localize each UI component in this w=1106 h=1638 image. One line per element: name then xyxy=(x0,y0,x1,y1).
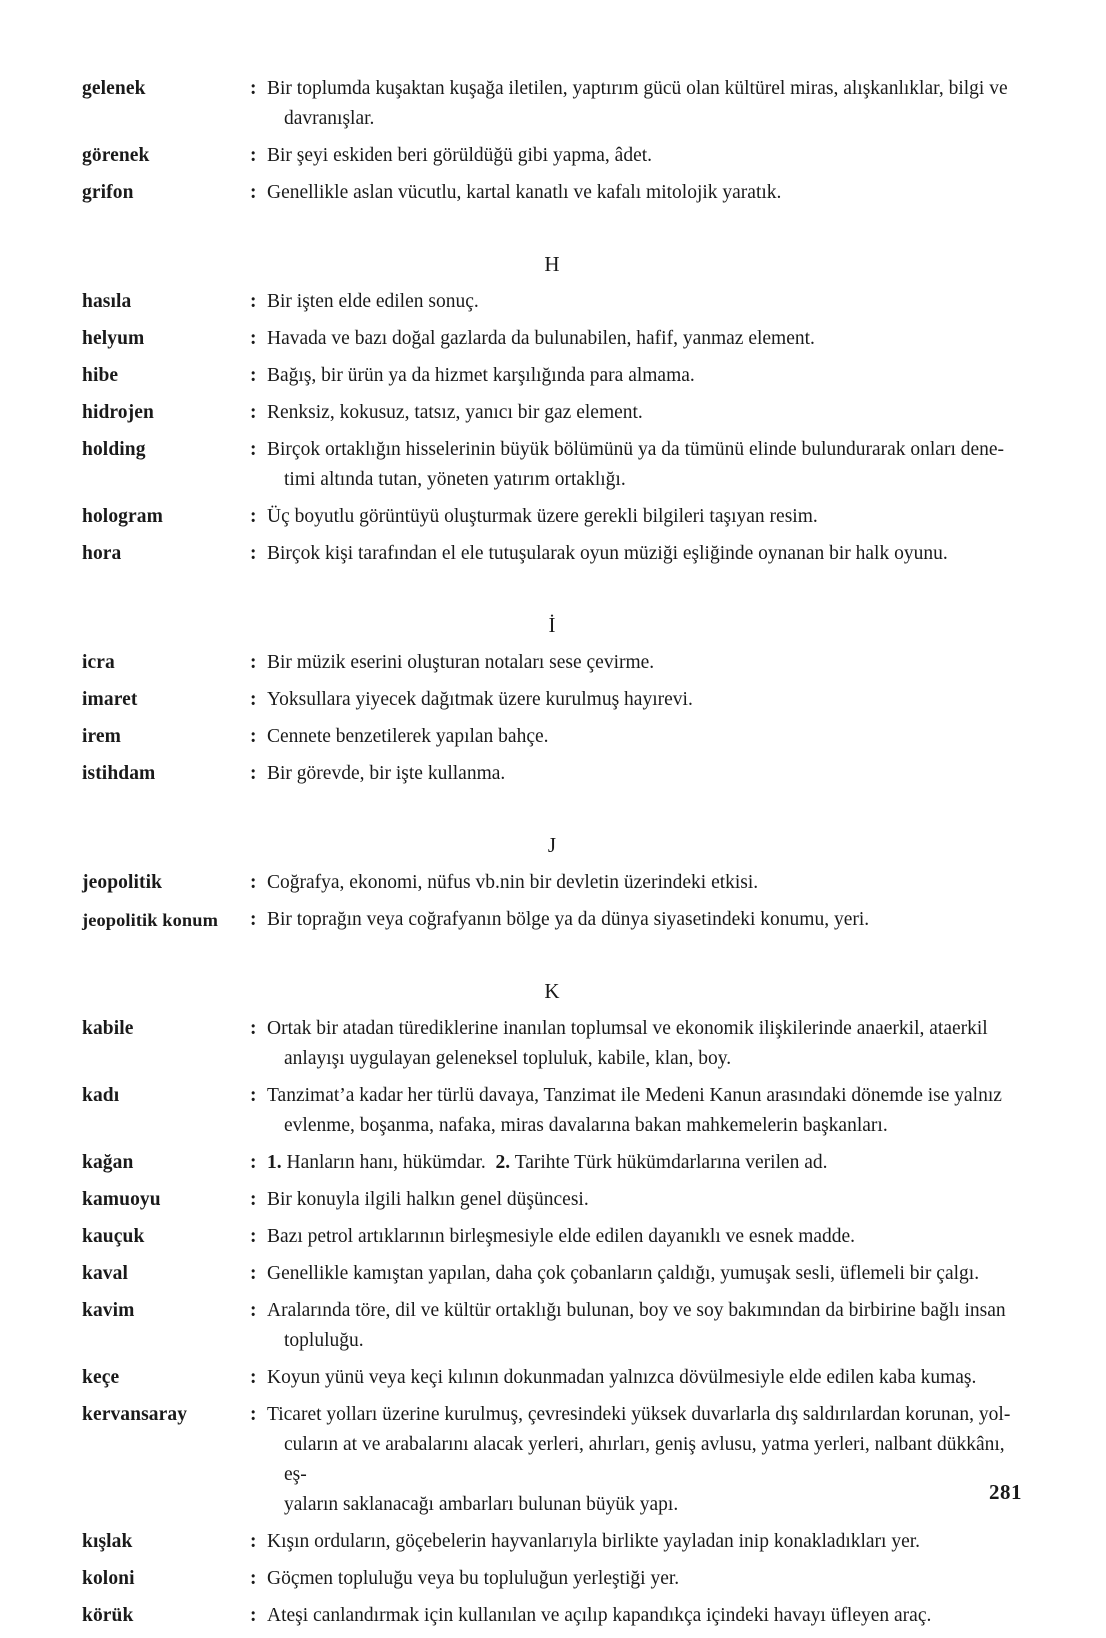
glossary-entry xyxy=(82,287,1022,317)
definition-line: evlenme, boşanma, nafaka, miras davalarına bakan mahkemelerin başkanları. xyxy=(284,1115,888,1136)
entry-separator: : xyxy=(250,1531,257,1552)
glossary-entry xyxy=(82,1081,1022,1141)
entry-term: kaval xyxy=(82,1263,129,1284)
entry-definition xyxy=(267,1081,1022,1141)
entry-separator: : xyxy=(250,1152,257,1173)
section-spacer xyxy=(82,1004,1022,1014)
entry-separator: : xyxy=(250,1018,257,1039)
glossary-entry xyxy=(82,685,1022,715)
glossary-entry xyxy=(82,361,1022,391)
entry-definition xyxy=(267,1601,1022,1631)
definition-line: Genellikle kamıştan yapılan, daha çok çobanların çaldığı, yumuşak sesli, üflemeli bir çalgı. xyxy=(267,1263,980,1284)
glossary-entry xyxy=(82,1259,1022,1289)
entry-definition xyxy=(267,1185,1022,1215)
entry-separator: : xyxy=(250,1367,257,1388)
entry-term: hidrojen xyxy=(82,402,154,423)
entry-definition xyxy=(267,74,1022,134)
entry-term: kervansaray xyxy=(82,1404,188,1425)
glossary-entry xyxy=(82,1363,1022,1393)
entry-separator: : xyxy=(250,652,257,673)
glossary-content xyxy=(82,74,1022,1638)
definition-line: timi altında tutan, yöneten yatırım ortaklığı. xyxy=(284,469,626,490)
section-letter-heading: K xyxy=(544,979,560,1003)
entry-term: kadı xyxy=(82,1085,120,1106)
glossary-entry xyxy=(82,1185,1022,1215)
definition-line: Kışın orduların, göçebelerin hayvanlarıyla birlikte yayladan inip konakladıkları yer. xyxy=(267,1531,921,1552)
definition-line: Göçmen topluluğu veya bu topluluğun yerleştiği yer. xyxy=(267,1568,680,1589)
entry-term: istihdam xyxy=(82,763,156,784)
entry-definition xyxy=(267,1363,1022,1393)
section-spacer xyxy=(82,638,1022,648)
definition-line: 1. Hanların hanı, hükümdar. 2. Tarihte Türk hükümdarlarına verilen ad. xyxy=(267,1152,828,1173)
entry-definition xyxy=(267,1527,1022,1557)
glossary-entry xyxy=(82,539,1022,569)
entry-separator: : xyxy=(250,328,257,349)
definition-line: Havada ve bazı doğal gazlarda da bulunabilen, hafif, yanmaz element. xyxy=(267,328,815,349)
definition-line: topluluğu. xyxy=(284,1330,364,1351)
glossary-entry xyxy=(82,759,1022,789)
entry-definition xyxy=(267,685,1022,715)
entry-separator: : xyxy=(250,1300,257,1321)
glossary-entry xyxy=(82,178,1022,208)
entry-definition xyxy=(267,502,1022,532)
entry-separator: : xyxy=(250,365,257,386)
glossary-entry xyxy=(82,722,1022,752)
entry-separator: : xyxy=(250,1568,257,1589)
definition-line: Aralarında töre, dil ve kültür ortaklığı bulunan, boy ve soy bakımından da birbirine bağlı insan xyxy=(267,1300,1006,1321)
entry-definition xyxy=(267,1400,1022,1520)
definition-line: Yoksullara yiyecek dağıtmak üzere kurulmuş hayırevi. xyxy=(267,689,693,710)
glossary-entry xyxy=(82,1296,1022,1356)
entry-definition xyxy=(267,905,1022,935)
entry-definition xyxy=(267,1148,1022,1178)
glossary-entry xyxy=(82,905,1022,935)
glossary-entry xyxy=(82,648,1022,678)
entry-term: hologram xyxy=(82,506,163,527)
section-spacer xyxy=(82,858,1022,868)
entry-separator: : xyxy=(250,872,257,893)
glossary-entry xyxy=(82,1148,1022,1178)
definition-line: Ateşi canlandırmak için kullanılan ve açılıp kapandıkça içindeki havayı üfleyen araç. xyxy=(267,1605,932,1626)
entry-definition xyxy=(267,435,1022,495)
definition-line: Bağış, bir ürün ya da hizmet karşılığında para almama. xyxy=(267,365,695,386)
entry-definition xyxy=(267,287,1022,317)
entry-term: hasıla xyxy=(82,291,132,312)
definition-line: Bir işten elde edilen sonuç. xyxy=(267,291,479,312)
entry-separator: : xyxy=(250,402,257,423)
entry-separator: : xyxy=(250,763,257,784)
glossary-entry xyxy=(82,1014,1022,1074)
entry-term: kabile xyxy=(82,1018,134,1039)
entry-definition xyxy=(267,1014,1022,1074)
definition-line: davranışlar. xyxy=(284,108,375,129)
definition-line: Renksiz, kokusuz, tatsız, yanıcı bir gaz element. xyxy=(267,402,643,423)
entry-term: hora xyxy=(82,543,122,564)
definition-line: Bir görevde, bir işte kullanma. xyxy=(267,763,506,784)
entry-term: icra xyxy=(82,652,115,673)
entry-separator: : xyxy=(250,1085,257,1106)
entry-definition xyxy=(267,1564,1022,1594)
entry-separator: : xyxy=(250,439,257,460)
entry-separator: : xyxy=(250,543,257,564)
entry-definition xyxy=(267,178,1022,208)
definition-line: Birçok ortaklığın hisselerinin büyük bölümünü ya da tümünü elinde bulundurarak onları dene- xyxy=(267,439,1005,460)
glossary-entry xyxy=(82,1601,1022,1631)
entry-term: kağan xyxy=(82,1152,134,1173)
section-spacer xyxy=(82,942,1022,978)
section-letter-heading: İ xyxy=(548,613,556,637)
entry-definition xyxy=(267,1296,1022,1356)
definition-line: yaların saklanacağı ambarları bulunan büyük yapı. xyxy=(284,1494,679,1515)
entry-definition xyxy=(267,398,1022,428)
entry-definition xyxy=(267,759,1022,789)
glossary-entry xyxy=(82,324,1022,354)
entry-definition xyxy=(267,1259,1022,1289)
entry-term: koloni xyxy=(82,1568,135,1589)
definition-line: Üç boyutlu görüntüyü oluşturmak üzere gerekli bilgileri taşıyan resim. xyxy=(267,506,818,527)
entry-separator: : xyxy=(250,1189,257,1210)
entry-term: jeopolitik xyxy=(82,872,163,893)
definition-line: Coğrafya, ekonomi, nüfus vb.nin bir devletin üzerindeki etkisi. xyxy=(267,872,759,893)
entry-term: kışlak xyxy=(82,1531,133,1552)
definition-line: Bir müzik eserini oluşturan notaları sese çevirme. xyxy=(267,652,655,673)
entry-definition xyxy=(267,141,1022,171)
definition-line: Bir konuyla ilgili halkın genel düşüncesi. xyxy=(267,1189,589,1210)
entry-separator: : xyxy=(250,689,257,710)
entry-term: keçe xyxy=(82,1367,120,1388)
entry-term: körük xyxy=(82,1605,134,1626)
entry-definition xyxy=(267,324,1022,354)
section-spacer xyxy=(82,277,1022,287)
entry-definition xyxy=(267,361,1022,391)
definition-line: Tanzimat’a kadar her türlü davaya, Tanzimat ile Medeni Kanun arasındaki dönemde ise yalnız xyxy=(267,1085,1002,1106)
entry-separator: : xyxy=(250,182,257,203)
definition-line: Bir toprağın veya coğrafyanın bölge ya da dünya siyasetindeki konumu, yeri. xyxy=(267,909,870,930)
glossary-entry xyxy=(82,435,1022,495)
entry-separator: : xyxy=(250,506,257,527)
glossary-entry xyxy=(82,868,1022,898)
entry-term: irem xyxy=(82,726,122,747)
entry-separator: : xyxy=(250,291,257,312)
entry-term: kamuoyu xyxy=(82,1189,161,1210)
entry-separator: : xyxy=(250,78,257,99)
entry-separator: : xyxy=(250,1226,257,1247)
definition-line: Birçok kişi tarafından el ele tutuşularak oyun müziği eşliğinde oynanan bir halk oyunu. xyxy=(267,543,948,564)
definition-line: Bir toplumda kuşaktan kuşağa iletilen, yaptırım gücü olan kültürel miras, alışkanlıklar, bilgi ve xyxy=(267,78,1008,99)
entry-definition xyxy=(267,1222,1022,1252)
definition-line: Koyun yünü veya keçi kılının dokunmadan yalnızca dövülmesiyle elde edilen kaba kumaş. xyxy=(267,1367,977,1388)
glossary-entry xyxy=(82,141,1022,171)
entry-definition xyxy=(267,868,1022,898)
entry-term: kavim xyxy=(82,1300,135,1321)
section-spacer xyxy=(82,576,1022,612)
section-letter-heading: J xyxy=(547,833,557,857)
section-spacer xyxy=(82,796,1022,832)
entry-separator: : xyxy=(250,909,257,930)
entry-separator: : xyxy=(250,726,257,747)
glossary-entry xyxy=(82,1222,1022,1252)
glossary-entry xyxy=(82,502,1022,532)
definition-line: Bazı petrol artıklarının birleşmesiyle elde edilen dayanıklı ve esnek madde. xyxy=(267,1226,856,1247)
definition-line: anlayışı uygulayan geleneksel topluluk, kabile, klan, boy. xyxy=(284,1048,732,1069)
entry-term: grifon xyxy=(82,182,134,203)
entry-separator: : xyxy=(250,145,257,166)
entry-term: gelenek xyxy=(82,78,146,99)
entry-definition xyxy=(267,539,1022,569)
glossary-entry xyxy=(82,74,1022,134)
definition-line: Bir şeyi eskiden beri görüldüğü gibi yapma, âdet. xyxy=(267,145,653,166)
entry-term: jeopolitik konum xyxy=(82,910,218,930)
entry-separator: : xyxy=(250,1605,257,1626)
definition-line: Ticaret yolları üzerine kurulmuş, çevresindeki yüksek duvarlarla dış saldırılardan korunan, yol- xyxy=(267,1404,1011,1425)
definition-line: Ortak bir atadan türediklerine inanılan toplumsal ve ekonomik ilişkilerinde anaerkil, ataerkil xyxy=(267,1018,988,1039)
entry-term: kauçuk xyxy=(82,1226,145,1247)
section-letter-heading: H xyxy=(544,252,560,276)
definition-line: Cennete benzetilerek yapılan bahçe. xyxy=(267,726,549,747)
entry-term: hibe xyxy=(82,365,119,386)
glossary-entry xyxy=(82,398,1022,428)
definition-line: Genellikle aslan vücutlu, kartal kanatlı ve kafalı mitolojik yaratık. xyxy=(267,182,782,203)
section-spacer xyxy=(82,215,1022,251)
entry-term: helyum xyxy=(82,328,145,349)
entry-term: holding xyxy=(82,439,146,460)
entry-term: görenek xyxy=(82,145,150,166)
page-number: 281 xyxy=(989,1480,1022,1504)
glossary-entry xyxy=(82,1564,1022,1594)
entry-term: imaret xyxy=(82,689,138,710)
glossary-entry xyxy=(82,1527,1022,1557)
entry-separator: : xyxy=(250,1404,257,1425)
glossary-entry xyxy=(82,1400,1022,1520)
definition-line: cuların at ve arabalarını alacak yerleri, ahırları, geniş avlusu, yatma yerleri, nalbant dükkânı, eş- xyxy=(284,1434,1005,1485)
entry-definition xyxy=(267,722,1022,752)
entry-definition xyxy=(267,648,1022,678)
entry-separator: : xyxy=(250,1263,257,1284)
